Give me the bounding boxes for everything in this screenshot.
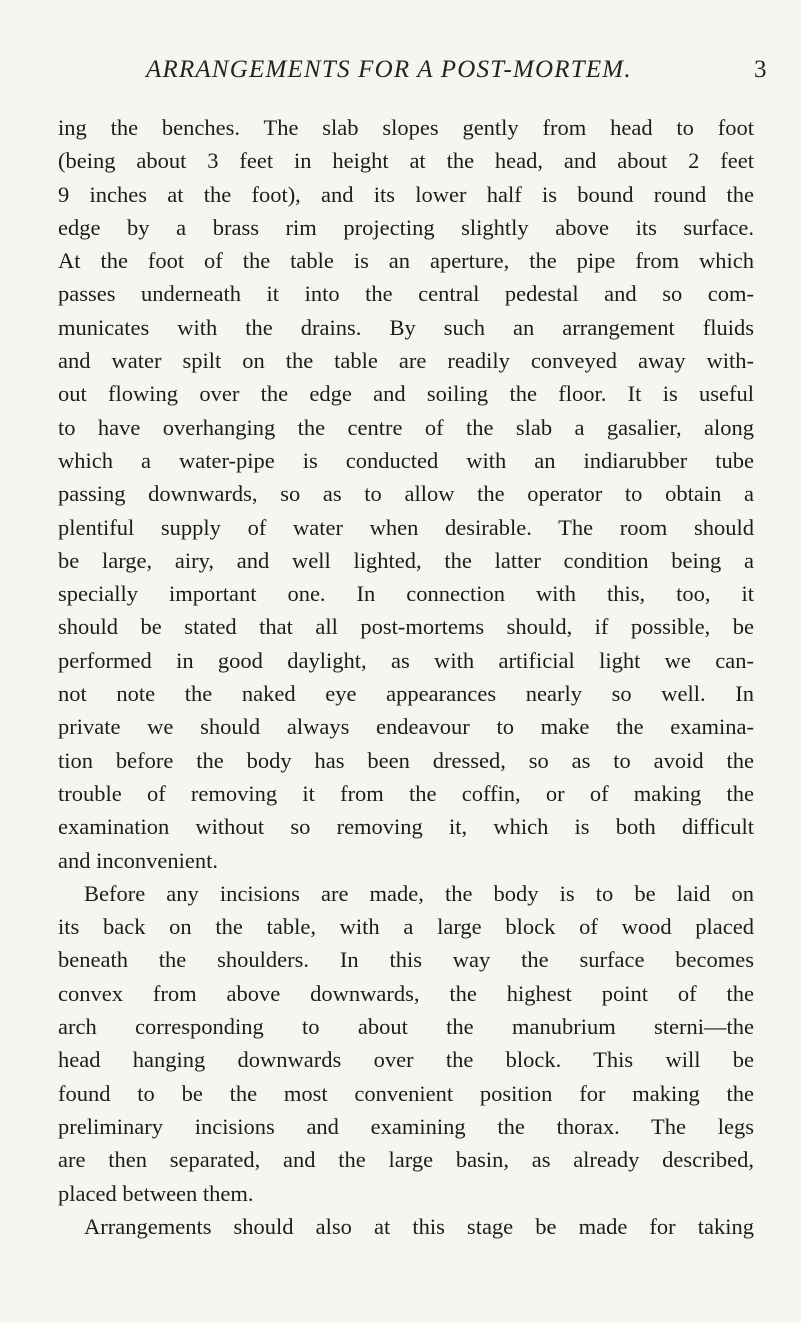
text-line: its back on the table, with a large block of wood placed xyxy=(58,914,754,940)
paragraph-1 xyxy=(58,111,754,877)
text-line: (being about 3 feet in height at the head, and about 2 feet xyxy=(58,148,754,174)
text-line: trouble of removing it from the coffin, or of making the xyxy=(58,780,754,806)
text-line: are then separated, and the large basin, as already described, xyxy=(58,1147,754,1173)
page-number: 3 xyxy=(754,56,767,83)
text-line: arch corresponding to about the manubrium sterni—the xyxy=(58,1014,754,1040)
text-line: and water spilt on the table are readily conveyed away with- xyxy=(58,348,754,374)
text-line: which a water-pipe is conducted with an indiarubber tube xyxy=(58,447,754,473)
text-line: Before any incisions are made, the body is to be laid on xyxy=(84,880,754,906)
text-line: At the foot of the table is an aperture, the pipe from which xyxy=(58,248,754,274)
text-line: private we should always endeavour to make the examina- xyxy=(58,714,754,740)
text-line: passing downwards, so as to allow the operator to obtain a xyxy=(58,481,754,507)
text-line: beneath the shoulders. In this way the surface becomes xyxy=(58,947,754,973)
text-line: out flowing over the edge and soiling the floor. It is useful xyxy=(58,381,754,407)
paragraph-3 xyxy=(58,1210,754,1243)
running-title: ARRANGEMENTS FOR A POST-MORTEM. xyxy=(146,56,632,83)
text-line: performed in good daylight, as with artificial light we can- xyxy=(58,647,754,673)
paragraph-2 xyxy=(58,877,754,1210)
text-line: should be stated that all post-mortems should, if possible, be xyxy=(58,614,754,640)
text-line: 9 inches at the foot), and its lower half is bound round the xyxy=(58,181,754,207)
text-line: convex from above downwards, the highest point of the xyxy=(58,980,754,1006)
text-line: be large, airy, and well lighted, the latter condition being a xyxy=(58,547,754,573)
text-line: plentiful supply of water when desirable. The room should xyxy=(58,514,754,540)
text-line: preliminary incisions and examining the thorax. The legs xyxy=(58,1113,754,1139)
text-line: to have overhanging the centre of the slab a gasalier, along xyxy=(58,414,754,440)
text-line: head hanging downwards over the block. This will be xyxy=(58,1047,754,1073)
body-text xyxy=(58,111,754,1243)
text-line: not note the naked eye appearances nearly so well. In xyxy=(58,681,754,707)
text-line: and inconvenient. xyxy=(58,847,218,873)
text-line: examination without so removing it, which is both difficult xyxy=(58,814,754,840)
text-line: found to be the most convenient position for making the xyxy=(58,1080,754,1106)
text-line: specially important one. In connection with this, too, it xyxy=(58,581,754,607)
text-line: ing the benches. The slab slopes gently from head to foot xyxy=(58,115,754,140)
text-line: passes underneath it into the central pedestal and so com- xyxy=(58,281,754,307)
text-line: Arrangements should also at this stage be made for taking xyxy=(84,1213,754,1239)
text-line: tion before the body has been dressed, so as to avoid the xyxy=(58,747,754,773)
text-line: municates with the drains. By such an arrangement fluids xyxy=(58,314,754,340)
text-line: placed between them. xyxy=(58,1180,254,1206)
text-line: edge by a brass rim projecting slightly above its surface. xyxy=(58,214,754,240)
